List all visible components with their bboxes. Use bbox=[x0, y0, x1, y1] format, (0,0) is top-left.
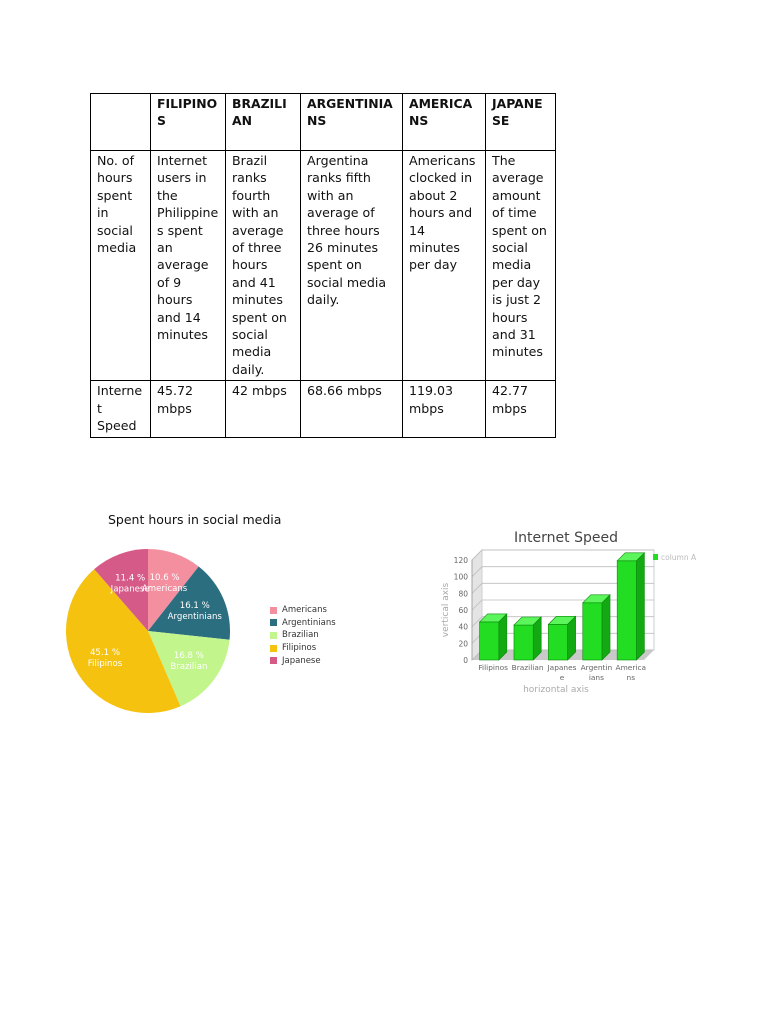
x-tick-label: Brazilian bbox=[511, 663, 544, 672]
bar-chart bbox=[436, 524, 706, 704]
bar-legend-label: column A bbox=[661, 553, 697, 562]
row-label-speed: Internet Speed bbox=[91, 381, 151, 437]
y-tick-label: 100 bbox=[453, 572, 468, 582]
pie-value-label: 11.4 % bbox=[115, 573, 146, 584]
legend-item bbox=[270, 654, 336, 667]
x-tick-label: Argentin bbox=[580, 663, 613, 672]
legend-item bbox=[270, 617, 336, 630]
legend-label: Japanese bbox=[282, 655, 321, 666]
header-filipinos: FILIPINOS bbox=[151, 94, 226, 151]
cell-hours-americans: Americans clocked in about 2 hours and 14 minutes per day bbox=[403, 151, 486, 381]
table-row-speed bbox=[91, 381, 556, 437]
y-axis-label: vertical axis bbox=[441, 582, 451, 638]
pie-name-label: Japanese bbox=[110, 584, 150, 595]
legend-swatch bbox=[270, 607, 277, 614]
bar-chart-title: Internet Speed bbox=[514, 530, 618, 546]
bar-americans bbox=[617, 553, 644, 660]
pie-value-label: 16.8 % bbox=[173, 651, 204, 662]
legend-label: Americans bbox=[282, 605, 327, 616]
legend-label: Filipinos bbox=[282, 643, 317, 654]
y-tick-label: 120 bbox=[453, 556, 468, 565]
pie-value-label: 45.1 % bbox=[89, 648, 121, 659]
y-tick-label: 80 bbox=[458, 589, 468, 599]
cell-speed-japanese: 42.77 mbps bbox=[486, 381, 556, 437]
x-axis-label: horizontal axis bbox=[523, 685, 589, 695]
legend-swatch bbox=[270, 632, 277, 639]
legend-swatch bbox=[270, 619, 277, 626]
legend-item bbox=[270, 629, 336, 642]
row-label-hours: No. of hours spent in social media bbox=[91, 151, 151, 381]
header-americans: AMERICANS bbox=[403, 94, 486, 151]
header-argentinians: ARGENTINIANS bbox=[301, 94, 403, 151]
legend-label: Argentinians bbox=[282, 617, 336, 628]
cell-hours-argentinians: Argentina ranks fifth with an average of three hours 26 minutes spent on social media daily. bbox=[301, 151, 403, 381]
pie-name-label: Brazilian bbox=[170, 662, 208, 673]
cell-speed-filipinos: 45.72 mbps bbox=[151, 381, 226, 437]
y-tick-label: 60 bbox=[458, 606, 468, 615]
bar-filipinos bbox=[480, 614, 507, 660]
x-tick-label: ns bbox=[626, 673, 636, 682]
legend-item bbox=[270, 642, 336, 655]
x-tick-label: e bbox=[559, 673, 565, 682]
pie-value-label: 10.6 % bbox=[149, 573, 180, 583]
y-tick-label: 40 bbox=[458, 622, 468, 632]
header-japanese: JAPANESE bbox=[486, 94, 556, 151]
table-row-hours bbox=[91, 151, 556, 381]
header-cell-empty bbox=[91, 94, 151, 151]
cell-speed-argentinians: 68.66 mbps bbox=[301, 381, 403, 437]
x-tick-label: ians bbox=[588, 673, 604, 682]
pie-value-label: 16.1 % bbox=[179, 601, 210, 612]
cell-speed-americans: 119.03 mbps bbox=[403, 381, 486, 437]
table-header-row bbox=[91, 94, 556, 151]
bar-brazilian bbox=[514, 617, 541, 660]
x-tick-label: Filipinos bbox=[478, 663, 509, 672]
pie-legend bbox=[270, 604, 336, 667]
legend-label: Brazilian bbox=[282, 630, 319, 641]
pie-name-label: Americans bbox=[141, 584, 188, 594]
cell-speed-brazilian: 42 mbps bbox=[226, 381, 301, 437]
cell-hours-japanese: The average amount of time spent on social media per day is just 2 hours and 31 minutes bbox=[486, 151, 556, 381]
pie-name-label: Argentinians bbox=[167, 612, 222, 623]
comparison-table bbox=[90, 93, 556, 438]
legend-swatch bbox=[270, 645, 277, 652]
cell-hours-brazilian: Brazil ranks fourth with an average of three hours and 41 minutes spent on social media daily. bbox=[226, 151, 301, 381]
pie-name-label: Filipinos bbox=[87, 659, 123, 670]
bar-legend-swatch bbox=[653, 554, 658, 560]
y-tick-label: 0 bbox=[463, 656, 468, 665]
header-brazilian: BRAZILIAN bbox=[226, 94, 301, 151]
cell-hours-filipinos: Internet users in the Philippines spent an average of 9 hours and 14 minutes bbox=[151, 151, 226, 381]
legend-swatch bbox=[270, 657, 277, 664]
legend-item bbox=[270, 604, 336, 617]
x-tick-label: Japanes bbox=[547, 663, 577, 672]
bar-argentinians bbox=[583, 595, 610, 660]
pie-chart-title: Spent hours in social media bbox=[108, 512, 282, 527]
bar-japanese bbox=[548, 616, 575, 660]
y-tick-label: 20 bbox=[458, 639, 468, 649]
pie-chart bbox=[60, 548, 240, 718]
x-tick-label: America bbox=[615, 663, 647, 672]
